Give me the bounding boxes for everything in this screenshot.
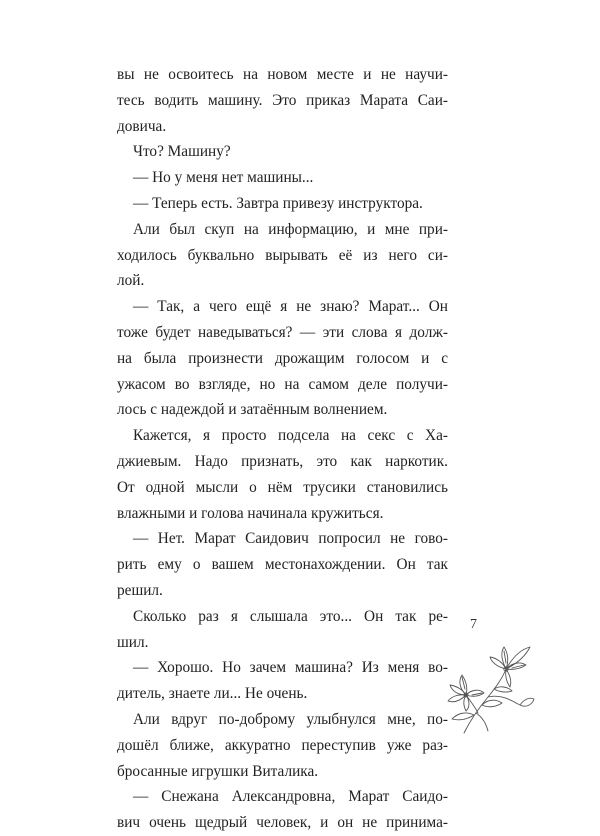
text-line: Сколько раз я слышала это... Он так ре- [133,607,448,625]
text-line: вы не освоитесь на новом месте и не научи- [117,66,448,83]
text-line: шил. [117,633,149,651]
text-line: Кажется, я просто подсела на секс с Ха- [133,427,448,445]
text-line: на была произнести дрожащим голосом и с [117,349,448,367]
text-line: Али был скуп на информацию, и мне при- [133,220,448,238]
text-line: решил. [117,581,163,599]
text-line: ужасом во взгляде, но на самом деле получи- [117,375,448,393]
text-line: вич очень щедрый человек, и он не принима- [117,814,448,832]
text-line: довича. [117,117,167,135]
text-line: — Хорошо. Но зачем машина? Из меня во- [133,659,448,677]
text-line: рить ему о вашем местонахождении. Он так [117,556,448,574]
text-line: дошёл ближе, аккуратно переступив уже раз- [117,736,448,754]
text-line: ходилось буквально вырывать её из него си- [117,246,448,264]
text-line: влажными и голова начинала кружиться. [117,504,384,522]
flower-sketch-icon [436,633,546,738]
text-line: дитель, знаете ли... Не очень. [117,685,308,703]
text-line: лось с надеждой и затаённым волнением. [117,401,388,419]
text-line: Али вдруг по-доброму улыбнулся мне, по- [133,710,448,728]
page-number: 7 [470,617,477,632]
text-line: — Но у меня нет машины... [133,169,314,187]
text-line: Что? Машину? [133,143,231,161]
text-line: — Снежана Александровна, Марат Саидо- [133,788,448,806]
book-page-text [117,62,448,836]
text-line: От одной мысли о нём трусики становились [117,478,448,496]
text-line: — Теперь есть. Завтра привезу инструктора. [133,194,423,212]
text-line: бросанные игрушки Виталика. [117,762,319,780]
text-line: тоже будет наведываться? — эти слова я долж- [117,323,448,341]
text-line: — Нет. Марат Саидович попросил не гово- [133,530,448,548]
text-line: — Так, а чего ещё я не знаю? Марат... Он [133,298,448,316]
text-line: тесь водить машину. Это приказ Марата Саи- [117,91,448,109]
text-line: лой. [117,272,145,290]
text-line: джиевым. Надо признать, это как наркотик. [117,452,448,470]
